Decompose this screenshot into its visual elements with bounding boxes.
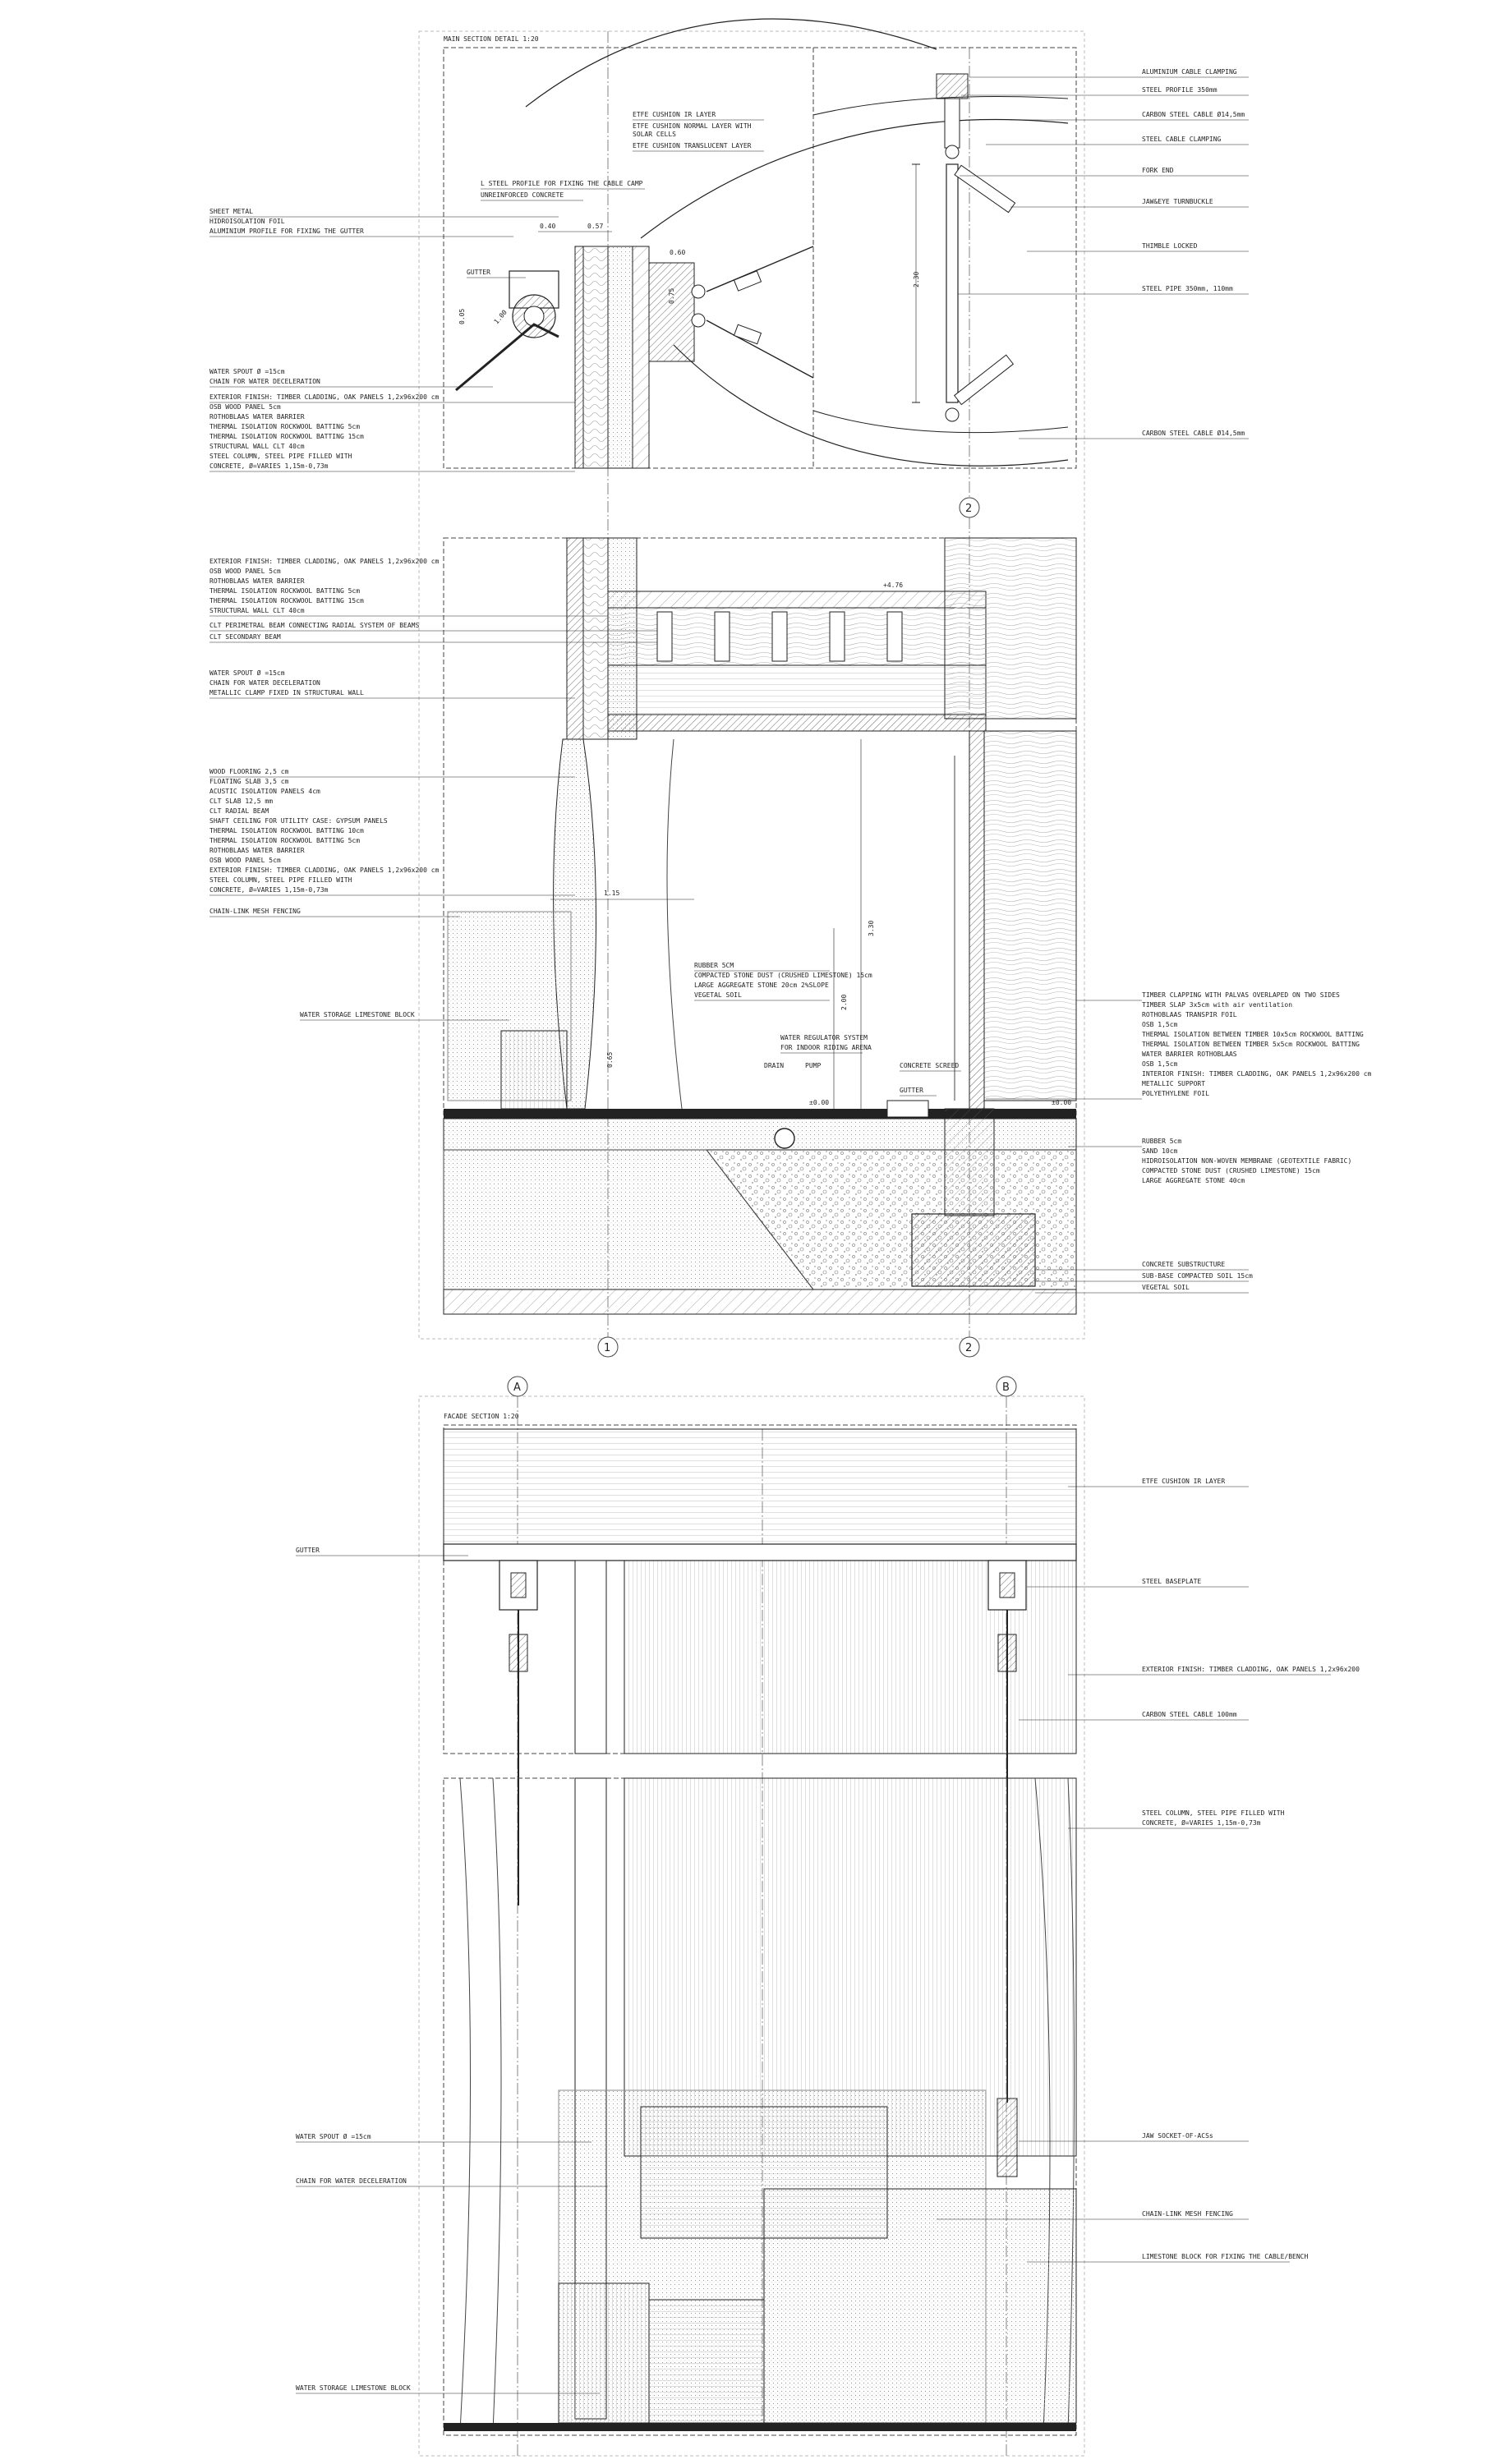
label-p2-chain: CHAIN FOR WATER DECELERATION (209, 679, 320, 687)
panel-facade-section (296, 1377, 1360, 2456)
label-p3-exterior-finish: EXTERIOR FINISH: TIMBER CLADDING, OAK PANELS 1,2x96x200 (1142, 1666, 1360, 1673)
etfe-cushion-elevation (444, 1429, 1076, 1544)
label-sub-base-soil: SUB-BASE COMPACTED SOIL 15cm (1142, 1272, 1253, 1280)
label-p2-clt-wall: STRUCTURAL WALL CLT 40cm (209, 607, 305, 614)
label-metallic-clamp: METALLIC CLAMP FIXED IN STRUCTURAL WALL (209, 689, 364, 696)
clt-slab (608, 591, 986, 608)
concrete-substructure (912, 1214, 1035, 1286)
label-compacted-stone: COMPACTED STONE DUST (CRUSHED LIMESTONE) 15cm (694, 972, 872, 979)
fork-end-bottom (946, 408, 959, 421)
facade-section-title: FACADE SECTION 1:20 (444, 1413, 519, 1420)
label-p3-chain: CHAIN FOR WATER DECELERATION (296, 2177, 407, 2185)
dim-0-65: 0.65 (606, 1051, 614, 1068)
label-p3-etfe: ETFE CUSHION IR LAYER (1142, 1478, 1226, 1485)
label-rockwool-5: THERMAL ISOLATION ROCKWOOL BATTING 5cm (209, 423, 361, 430)
water-storage-block-elevation (559, 2283, 649, 2423)
label-thermal-5x5: THERMAL ISOLATION BETWEEN TIMBER 5x5cm ROCKWOOL BATTING (1142, 1041, 1360, 1048)
label-p3-gutter: GUTTER (296, 1547, 320, 1554)
etfe-top-curve (526, 19, 937, 107)
dim-0-05: 0.05 (458, 308, 466, 324)
label-pump: PUMP (805, 1062, 822, 1069)
level-476: +4.76 (883, 582, 904, 589)
label-clt-perimetral-beam: CLT PERIMETRAL BEAM CONNECTING RADIAL SYSTEM OF BEAMS (209, 622, 420, 629)
label-timber-clapping: TIMBER CLAPPING WITH PALVAS OVERLAPED ON TWO SIDES (1142, 991, 1340, 999)
right-upper-wall (945, 538, 1076, 719)
label-clt-wall: STRUCTURAL WALL CLT 40cm (209, 443, 305, 450)
cable-clamp-block (649, 263, 694, 361)
label-water-spout: WATER SPOUT Ø =15cm (209, 368, 285, 375)
label-etfe-translucent: ETFE CUSHION TRANSLUCENT LAYER (633, 142, 752, 149)
label-p3-limestone-bench: LIMESTONE BLOCK FOR FIXING THE CABLE/BENCH (1142, 2253, 1309, 2260)
label-water-barrier: ROTHOBLAAS WATER BARRIER (209, 413, 305, 421)
label-water-barrier-rothoblaas: WATER BARRIER ROTHOBLAAS (1142, 1050, 1237, 1058)
label-clt-slab: CLT SLAB 12,5 mm (209, 798, 274, 805)
etfe-mid-curve (641, 120, 1068, 239)
label-osb-1-5a: OSB 1,5cm (1142, 1021, 1178, 1028)
gutter-channel (887, 1101, 928, 1117)
dim-1-00: 1.00 (492, 308, 509, 326)
right-timber-cladding (984, 731, 1076, 1101)
label-aluminium-clamping: ALUMINIUM CABLE CLAMPING (1142, 68, 1237, 76)
label-p2-steel-column: STEEL COLUMN, STEEL PIPE FILLED WITH (209, 876, 352, 884)
label-chain-water: CHAIN FOR WATER DECELERATION (209, 378, 320, 385)
label-aggregate-40: LARGE AGGREGATE STONE 40cm (1142, 1177, 1245, 1184)
spout-column-top (575, 1561, 606, 1754)
label-thimble-locked: THIMBLE LOCKED (1142, 242, 1198, 250)
ceiling-shaft (608, 665, 986, 715)
label-osb-1-5b: OSB 1,5cm (1142, 1060, 1178, 1068)
label-hidro-membrane: HIDROISOLATION NON-WOVEN MEMBRANE (GEOTEXTILE FABRIC) (1142, 1157, 1352, 1165)
grid-label-b: B (1002, 1381, 1010, 1394)
label-jaw-eye-turnbuckle: JAW&EYE TURNBUCKLE (1142, 198, 1213, 205)
clamp-cables (707, 246, 813, 378)
label-osb-panel: OSB WOOD PANEL 5cm (209, 403, 281, 411)
aluminium-cable-clamp (937, 74, 968, 99)
label-p3-jaw-socket: JAW SOCKET-OF-ACSs (1142, 2132, 1213, 2140)
dim-0-60: 0.60 (670, 249, 686, 256)
label-clt-secondary-beam: CLT SECONDARY BEAM (209, 633, 281, 641)
limestone-bench-block (764, 2189, 1076, 2423)
label-acustic-isolation: ACUSTIC ISOLATION PANELS 4cm (209, 788, 320, 795)
label-p2-column-diameter: CONCRETE, Ø=VARIES 1,15m-0,73m (209, 886, 329, 894)
foundation-pier (945, 1109, 994, 1216)
label-sand-10: SAND 10cm (1142, 1147, 1178, 1155)
dim-0-40: 0.40 (540, 223, 556, 230)
label-fork-end: FORK END (1142, 167, 1174, 174)
sub-base-soil (444, 1289, 1076, 1314)
label-p3-mesh-fencing: CHAIN-LINK MESH FENCING (1142, 2210, 1233, 2218)
label-metallic-support: METALLIC SUPPORT (1142, 1080, 1206, 1087)
water-storage-block (501, 1031, 567, 1109)
main-section-title: MAIN SECTION DETAIL 1:20 (444, 35, 539, 43)
label-p2-mesh-fencing: CHAIN-LINK MESH FENCING (209, 908, 301, 915)
label-p2-vegetal-soil: VEGETAL SOIL (1142, 1284, 1190, 1291)
dim-0-57: 0.57 (587, 223, 604, 230)
grid-label-1: 1 (604, 1342, 611, 1354)
label-rubber-5b: RUBBER 5cm (1142, 1138, 1182, 1145)
label-p3-water-spout: WATER SPOUT Ø =15cm (296, 2133, 371, 2140)
label-p2-rockwool-5b: THERMAL ISOLATION ROCKWOOL BATTING 5cm (209, 837, 361, 844)
label-l-steel-profile: L STEEL PROFILE FOR FIXING THE CABLE CAMP (481, 180, 643, 187)
label-p2-storage-block: WATER STORAGE LIMESTONE BLOCK (300, 1011, 415, 1018)
level-000-left: ±0.00 (809, 1099, 830, 1106)
limestone-stair-lower (649, 2300, 764, 2423)
label-unreinforced-concrete: UNREINFORCED CONCRETE (481, 191, 564, 199)
ceiling-finish (608, 715, 986, 731)
label-gutter: GUTTER (467, 269, 490, 276)
label-p2-exterior-finish-b: EXTERIOR FINISH: TIMBER CLADDING, OAK PANELS 1,2x96x200 cm (209, 867, 440, 874)
dim-0-75: 0.75 (668, 287, 675, 304)
label-compacted-stone-b: COMPACTED STONE DUST (CRUSHED LIMESTONE) 15cm (1142, 1167, 1320, 1175)
panel-main-section-bottom (209, 538, 1372, 1357)
detail-frame-1 (444, 48, 1076, 468)
label-p2-water-spout: WATER SPOUT Ø =15cm (209, 669, 285, 677)
gutter-elevation (444, 1544, 1076, 1561)
label-rubber-5: RUBBER 5CM (694, 962, 734, 969)
label-concrete-substructure: CONCRETE SUBSTRUCTURE (1142, 1261, 1226, 1268)
label-steel-column: STEEL COLUMN, STEEL PIPE FILLED WITH (209, 453, 352, 460)
label-transpir-foil: ROTHOBLAAS TRANSPIR FOIL (1142, 1011, 1237, 1018)
dim-2-00: 2.00 (840, 994, 848, 1010)
label-p3-column-diameter: CONCRETE, Ø=VARIES 1,15m-0,73m (1142, 1819, 1261, 1827)
label-solar-cells: SOLAR CELLS (633, 131, 676, 138)
label-p2-exterior-finish: EXTERIOR FINISH: TIMBER CLADDING, OAK PANELS 1,2x96x200 cm (209, 558, 440, 565)
label-p3-baseplate: STEEL BASEPLATE (1142, 1578, 1202, 1585)
label-clt-radial-beam: CLT RADIAL BEAM (209, 807, 269, 815)
grid-label-2-bottom: 2 (965, 1342, 973, 1354)
dim-2-30: 2.30 (913, 271, 920, 287)
label-p2-water-barrier: ROTHOBLAAS WATER BARRIER (209, 577, 305, 585)
label-p2-water-barrier-b: ROTHOBLAAS WATER BARRIER (209, 847, 305, 854)
grid-label-a: A (513, 1381, 521, 1394)
label-vegetal-soil: VEGETAL SOIL (694, 991, 742, 999)
clamp-bolt-top (692, 285, 705, 298)
label-thermal-10x5: THERMAL ISOLATION BETWEEN TIMBER 10x5cm ROCKWOOL BATTING (1142, 1031, 1364, 1038)
label-exterior-finish: EXTERIOR FINISH: TIMBER CLADDING, OAK PANELS 1,2x96x200 cm (209, 393, 440, 401)
steel-pipe (946, 164, 958, 402)
panel1-right-labels (958, 68, 1249, 439)
drain-pipe (775, 1129, 794, 1148)
label-hidroisolation-foil: HIDROISOLATION FOIL (209, 218, 285, 225)
dim-1-15: 1.15 (604, 890, 620, 897)
label-p3-storage-block: WATER STORAGE LIMESTONE BLOCK (296, 2384, 411, 2392)
label-riding-arena: FOR INDOOR RIDING ARENA (780, 1044, 872, 1051)
label-p2-gutter: GUTTER (900, 1087, 923, 1094)
label-floating-slab: FLOATING SLAB 3,5 cm (209, 778, 289, 785)
label-carbon-cable-bottom: CARBON STEEL CABLE Ø14,5mm (1142, 430, 1245, 437)
label-aluminium-profile: ALUMINIUM PROFILE FOR FIXING THE GUTTER (209, 228, 364, 235)
label-timber-slap: TIMBER SLAP 3x5cm with air ventilation (1142, 1001, 1293, 1009)
label-polyethylene-foil: POLYETHYLENE FOIL (1142, 1090, 1209, 1097)
label-p3-steel-column: STEEL COLUMN, STEEL PIPE FILLED WITH (1142, 1809, 1285, 1817)
etfe-cable-lower (813, 411, 1068, 433)
ground-line (444, 2423, 1076, 2431)
fork-end-top (946, 145, 959, 159)
label-carbon-cable-top: CARBON STEEL CABLE Ø14,5mm (1142, 111, 1245, 118)
right-steel-column (969, 731, 984, 1109)
osb-layer (608, 246, 633, 468)
column-pipe-a-elevation (460, 1778, 501, 2431)
label-steel-cable-clamping: STEEL CABLE CLAMPING (1142, 136, 1222, 143)
insulation-layer (583, 246, 608, 468)
label-concrete-screed: CONCRETE SCREED (900, 1062, 960, 1069)
label-steel-pipe: STEEL PIPE 350mm, 110mm (1142, 285, 1233, 292)
label-p2-rockwool-15: THERMAL ISOLATION ROCKWOOL BATTING 15cm (209, 597, 364, 605)
column-outline-right (667, 739, 682, 1109)
clt-wall-layer (633, 246, 649, 468)
label-rockwool-15: THERMAL ISOLATION ROCKWOOL BATTING 15cm (209, 433, 364, 440)
label-column-diameter: CONCRETE, Ø=VARIES 1,15m-0,73m (209, 462, 329, 470)
label-large-aggregate: LARGE AGGREGATE STONE 20cm 2%SLOPE (694, 981, 829, 989)
label-steel-profile-350: STEEL PROFILE 350mm (1142, 86, 1218, 94)
label-etfe-ir: ETFE CUSHION IR LAYER (633, 111, 716, 118)
label-p2-osb-b: OSB WOOD PANEL 5cm (209, 857, 281, 864)
etfe-cable-upper (813, 97, 1068, 116)
label-interior-finish: INTERIOR FINISH: TIMBER CLADDING, OAK PANELS 1,2x96x200 cm (1142, 1070, 1372, 1078)
turnbuckle-right-lower (955, 355, 1014, 404)
panel2-inner-labels (694, 962, 961, 1096)
label-p2-rockwool-5: THERMAL ISOLATION ROCKWOOL BATTING 5cm (209, 587, 361, 595)
sheet-metal-layer (575, 246, 583, 468)
label-etfe-normal: ETFE CUSHION NORMAL LAYER WITH (633, 122, 752, 130)
turnbuckle-right-upper (955, 165, 1015, 212)
label-drain: DRAIN (764, 1062, 785, 1069)
grid-label-2-top: 2 (965, 503, 973, 515)
label-p2-osb: OSB WOOD PANEL 5cm (209, 568, 281, 575)
clamp-bolt-bottom (692, 314, 705, 327)
turnbuckle-left-lower (734, 324, 762, 343)
left-wall-cladding (567, 538, 583, 739)
label-wood-flooring: WOOD FLOORING 2,5 cm (209, 768, 289, 775)
steel-profile (945, 99, 960, 148)
dim-3-30: 3.30 (868, 920, 875, 936)
label-sheet-metal: SHEET METAL (209, 208, 253, 215)
label-shaft-ceiling: SHAFT CEILING FOR UTILITY CASE: GYPSUM PANELS (209, 817, 388, 825)
level-000-right: ±0.00 (1052, 1099, 1072, 1106)
label-water-regulator: WATER REGULATOR SYSTEM (780, 1034, 868, 1041)
panel1-left-labels (209, 208, 575, 471)
left-wall-insulation (583, 538, 608, 739)
label-rockwool-10: THERMAL ISOLATION ROCKWOOL BATTING 10cm (209, 827, 364, 834)
label-p3-carbon-cable: CARBON STEEL CABLE 100mm (1142, 1711, 1237, 1718)
